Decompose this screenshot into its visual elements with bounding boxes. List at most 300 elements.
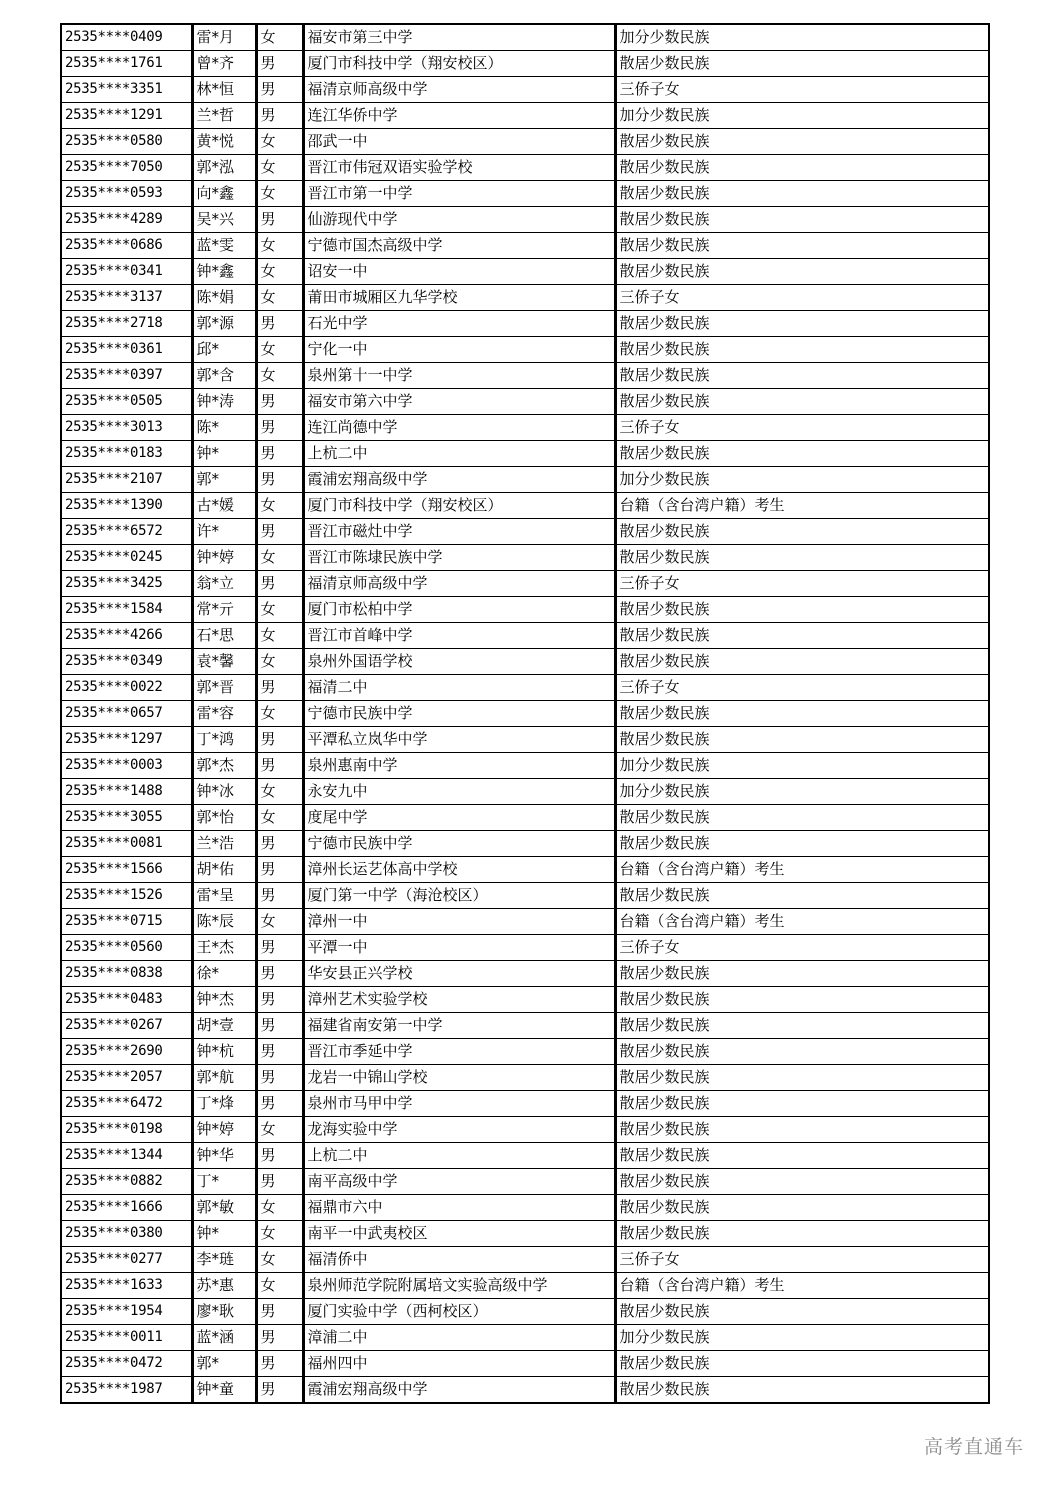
student-name-cell: 陈*娟 <box>192 285 256 311</box>
category-cell: 散居少数民族 <box>615 389 989 415</box>
category-cell: 加分少数民族 <box>615 467 989 493</box>
school-cell: 宁德市民族中学 <box>303 831 615 857</box>
candidate-id-cell: 2535****1526 <box>61 883 192 909</box>
table-row <box>61 363 989 389</box>
gender-cell: 男 <box>256 467 303 493</box>
school-cell: 邵武一中 <box>303 129 615 155</box>
gender-cell: 男 <box>256 1299 303 1325</box>
roster-table <box>60 23 990 1404</box>
table-row <box>61 181 989 207</box>
table-row <box>61 1247 989 1273</box>
student-name-cell: 胡*佑 <box>192 857 256 883</box>
table-row <box>61 831 989 857</box>
candidate-id-cell: 2535****0472 <box>61 1351 192 1377</box>
school-cell: 连江华侨中学 <box>303 103 615 129</box>
student-name-cell: 钟*杭 <box>192 1039 256 1065</box>
table-row <box>61 129 989 155</box>
gender-cell: 男 <box>256 1065 303 1091</box>
table-row <box>61 207 989 233</box>
candidate-id-cell: 2535****1761 <box>61 51 192 77</box>
category-cell: 三侨子女 <box>615 285 989 311</box>
candidate-id-cell: 2535****0361 <box>61 337 192 363</box>
table-row <box>61 1117 989 1143</box>
student-name-cell: 郭*杰 <box>192 753 256 779</box>
gender-cell: 女 <box>256 545 303 571</box>
gender-cell: 女 <box>256 1273 303 1299</box>
category-cell: 散居少数民族 <box>615 1013 989 1039</box>
candidate-id-cell: 2535****3013 <box>61 415 192 441</box>
candidate-id-cell: 2535****0183 <box>61 441 192 467</box>
gender-cell: 男 <box>256 987 303 1013</box>
student-name-cell: 郭*泓 <box>192 155 256 181</box>
gender-cell: 女 <box>256 493 303 519</box>
student-name-cell: 陈*辰 <box>192 909 256 935</box>
school-cell: 福清侨中 <box>303 1247 615 1273</box>
category-cell: 散居少数民族 <box>615 987 989 1013</box>
category-cell: 加分少数民族 <box>615 753 989 779</box>
table-row <box>61 441 989 467</box>
candidate-id-cell: 2535****4289 <box>61 207 192 233</box>
candidate-id-cell: 2535****1291 <box>61 103 192 129</box>
table-row <box>61 1039 989 1065</box>
candidate-id-cell: 2535****1987 <box>61 1377 192 1404</box>
school-cell: 霞浦宏翔高级中学 <box>303 467 615 493</box>
student-name-cell: 许* <box>192 519 256 545</box>
candidate-id-cell: 2535****0560 <box>61 935 192 961</box>
table-row <box>61 1221 989 1247</box>
candidate-id-cell: 2535****4266 <box>61 623 192 649</box>
category-cell: 散居少数民族 <box>615 1143 989 1169</box>
gender-cell: 男 <box>256 207 303 233</box>
gender-cell: 男 <box>256 935 303 961</box>
candidate-id-cell: 2535****0397 <box>61 363 192 389</box>
category-cell: 散居少数民族 <box>615 363 989 389</box>
category-cell: 散居少数民族 <box>615 649 989 675</box>
gender-cell: 男 <box>256 831 303 857</box>
gender-cell: 男 <box>256 857 303 883</box>
school-cell: 诏安一中 <box>303 259 615 285</box>
school-cell: 漳州长运艺体高中学校 <box>303 857 615 883</box>
roster-sheet <box>60 23 988 1404</box>
table-row <box>61 623 989 649</box>
category-cell: 散居少数民族 <box>615 545 989 571</box>
category-cell: 散居少数民族 <box>615 1299 989 1325</box>
school-cell: 厦门第一中学（海沧校区） <box>303 883 615 909</box>
student-name-cell: 钟*涛 <box>192 389 256 415</box>
gender-cell: 男 <box>256 103 303 129</box>
table-row <box>61 987 989 1013</box>
gender-cell: 女 <box>256 285 303 311</box>
school-cell: 晋江市陈埭民族中学 <box>303 545 615 571</box>
school-cell: 南平一中武夷校区 <box>303 1221 615 1247</box>
table-row <box>61 1013 989 1039</box>
gender-cell: 男 <box>256 1013 303 1039</box>
student-name-cell: 郭*敏 <box>192 1195 256 1221</box>
table-row <box>61 233 989 259</box>
category-cell: 散居少数民族 <box>615 207 989 233</box>
category-cell: 散居少数民族 <box>615 1377 989 1404</box>
student-name-cell: 郭* <box>192 1351 256 1377</box>
gender-cell: 男 <box>256 1351 303 1377</box>
student-name-cell: 袁*馨 <box>192 649 256 675</box>
category-cell: 三侨子女 <box>615 571 989 597</box>
school-cell: 晋江市首峰中学 <box>303 623 615 649</box>
school-cell: 福清京师高级中学 <box>303 571 615 597</box>
table-row <box>61 805 989 831</box>
student-name-cell: 邱* <box>192 337 256 363</box>
school-cell: 宁德市国杰高级中学 <box>303 233 615 259</box>
gender-cell: 女 <box>256 1247 303 1273</box>
table-row <box>61 545 989 571</box>
student-name-cell: 常*亓 <box>192 597 256 623</box>
student-name-cell: 廖*耿 <box>192 1299 256 1325</box>
school-cell: 泉州外国语学校 <box>303 649 615 675</box>
school-cell: 晋江市磁灶中学 <box>303 519 615 545</box>
candidate-id-cell: 2535****3351 <box>61 77 192 103</box>
candidate-id-cell: 2535****0483 <box>61 987 192 1013</box>
school-cell: 宁德市民族中学 <box>303 701 615 727</box>
school-cell: 宁化一中 <box>303 337 615 363</box>
gender-cell: 女 <box>256 363 303 389</box>
gender-cell: 男 <box>256 415 303 441</box>
table-row <box>61 1273 989 1299</box>
category-cell: 散居少数民族 <box>615 337 989 363</box>
school-cell: 连江尚德中学 <box>303 415 615 441</box>
student-name-cell: 林*恒 <box>192 77 256 103</box>
category-cell: 散居少数民族 <box>615 233 989 259</box>
student-name-cell: 雷*月 <box>192 24 256 51</box>
category-cell: 散居少数民族 <box>615 961 989 987</box>
table-row <box>61 519 989 545</box>
table-row <box>61 1143 989 1169</box>
table-row <box>61 311 989 337</box>
candidate-id-cell: 2535****0341 <box>61 259 192 285</box>
candidate-id-cell: 2535****2057 <box>61 1065 192 1091</box>
school-cell: 上杭二中 <box>303 441 615 467</box>
student-name-cell: 钟*华 <box>192 1143 256 1169</box>
school-cell: 晋江市第一中学 <box>303 181 615 207</box>
watermark-text: 高考直通车 <box>923 1436 1024 1458</box>
gender-cell: 男 <box>256 1377 303 1404</box>
school-cell: 泉州惠南中学 <box>303 753 615 779</box>
candidate-id-cell: 2535****6572 <box>61 519 192 545</box>
gender-cell: 女 <box>256 597 303 623</box>
candidate-id-cell: 2535****0505 <box>61 389 192 415</box>
school-cell: 华安县正兴学校 <box>303 961 615 987</box>
gender-cell: 女 <box>256 909 303 935</box>
category-cell: 散居少数民族 <box>615 727 989 753</box>
candidate-id-cell: 2535****0267 <box>61 1013 192 1039</box>
table-row <box>61 77 989 103</box>
gender-cell: 女 <box>256 1195 303 1221</box>
gender-cell: 男 <box>256 727 303 753</box>
school-cell: 晋江市伟冠双语实验学校 <box>303 155 615 181</box>
school-cell: 平潭一中 <box>303 935 615 961</box>
school-cell: 福清二中 <box>303 675 615 701</box>
candidate-id-cell: 2535****0003 <box>61 753 192 779</box>
category-cell: 散居少数民族 <box>615 623 989 649</box>
candidate-id-cell: 2535****0715 <box>61 909 192 935</box>
category-cell: 三侨子女 <box>615 77 989 103</box>
table-row <box>61 259 989 285</box>
gender-cell: 男 <box>256 389 303 415</box>
student-name-cell: 郭* <box>192 467 256 493</box>
candidate-id-cell: 2535****0882 <box>61 1169 192 1195</box>
candidate-id-cell: 2535****2107 <box>61 467 192 493</box>
gender-cell: 男 <box>256 571 303 597</box>
candidate-id-cell: 2535****0349 <box>61 649 192 675</box>
candidate-id-cell: 2535****0580 <box>61 129 192 155</box>
gender-cell: 女 <box>256 24 303 51</box>
candidate-id-cell: 2535****0686 <box>61 233 192 259</box>
category-cell: 散居少数民族 <box>615 155 989 181</box>
school-cell: 平潭私立岚华中学 <box>303 727 615 753</box>
table-row <box>61 1325 989 1351</box>
student-name-cell: 钟*童 <box>192 1377 256 1404</box>
category-cell: 散居少数民族 <box>615 701 989 727</box>
school-cell: 福清京师高级中学 <box>303 77 615 103</box>
category-cell: 散居少数民族 <box>615 129 989 155</box>
category-cell: 散居少数民族 <box>615 831 989 857</box>
category-cell: 散居少数民族 <box>615 1169 989 1195</box>
category-cell: 加分少数民族 <box>615 779 989 805</box>
table-row <box>61 285 989 311</box>
gender-cell: 女 <box>256 129 303 155</box>
school-cell: 漳州一中 <box>303 909 615 935</box>
school-cell: 莆田市城厢区九华学校 <box>303 285 615 311</box>
table-row <box>61 883 989 909</box>
category-cell: 散居少数民族 <box>615 1065 989 1091</box>
gender-cell: 女 <box>256 259 303 285</box>
category-cell: 三侨子女 <box>615 1247 989 1273</box>
table-row <box>61 493 989 519</box>
candidate-id-cell: 2535****1297 <box>61 727 192 753</box>
candidate-id-cell: 2535****6472 <box>61 1091 192 1117</box>
table-row <box>61 389 989 415</box>
category-cell: 散居少数民族 <box>615 1117 989 1143</box>
gender-cell: 男 <box>256 1039 303 1065</box>
student-name-cell: 郭*晋 <box>192 675 256 701</box>
student-name-cell: 李*琏 <box>192 1247 256 1273</box>
gender-cell: 男 <box>256 1091 303 1117</box>
candidate-id-cell: 2535****0277 <box>61 1247 192 1273</box>
table-row <box>61 1377 989 1404</box>
student-name-cell: 曾*齐 <box>192 51 256 77</box>
gender-cell: 女 <box>256 779 303 805</box>
student-name-cell: 丁*鸿 <box>192 727 256 753</box>
school-cell: 石光中学 <box>303 311 615 337</box>
candidate-id-cell: 2535****1954 <box>61 1299 192 1325</box>
category-cell: 散居少数民族 <box>615 597 989 623</box>
category-cell: 散居少数民族 <box>615 1221 989 1247</box>
gender-cell: 女 <box>256 337 303 363</box>
gender-cell: 女 <box>256 1221 303 1247</box>
table-row <box>61 1091 989 1117</box>
candidate-id-cell: 2535****3137 <box>61 285 192 311</box>
student-name-cell: 钟*婷 <box>192 1117 256 1143</box>
student-name-cell: 胡*壹 <box>192 1013 256 1039</box>
school-cell: 福建省南安第一中学 <box>303 1013 615 1039</box>
candidate-id-cell: 2535****1390 <box>61 493 192 519</box>
category-cell: 加分少数民族 <box>615 1325 989 1351</box>
school-cell: 福安市第六中学 <box>303 389 615 415</box>
table-row <box>61 1169 989 1195</box>
student-name-cell: 向*鑫 <box>192 181 256 207</box>
table-row <box>61 909 989 935</box>
school-cell: 福安市第三中学 <box>303 24 615 51</box>
student-name-cell: 兰*哲 <box>192 103 256 129</box>
candidate-id-cell: 2535****0198 <box>61 1117 192 1143</box>
student-name-cell: 吴*兴 <box>192 207 256 233</box>
table-row <box>61 753 989 779</box>
gender-cell: 女 <box>256 701 303 727</box>
school-cell: 厦门市科技中学（翔安校区） <box>303 51 615 77</box>
category-cell: 散居少数民族 <box>615 311 989 337</box>
student-name-cell: 雷*呈 <box>192 883 256 909</box>
gender-cell: 男 <box>256 1325 303 1351</box>
category-cell: 三侨子女 <box>615 935 989 961</box>
candidate-id-cell: 2535****0593 <box>61 181 192 207</box>
school-cell: 福州四中 <box>303 1351 615 1377</box>
school-cell: 厦门实验中学（西柯校区） <box>303 1299 615 1325</box>
student-name-cell: 蓝*涵 <box>192 1325 256 1351</box>
school-cell: 霞浦宏翔高级中学 <box>303 1377 615 1404</box>
gender-cell: 女 <box>256 233 303 259</box>
gender-cell: 男 <box>256 675 303 701</box>
student-name-cell: 古*媛 <box>192 493 256 519</box>
table-row <box>61 961 989 987</box>
student-name-cell: 钟*冰 <box>192 779 256 805</box>
table-row <box>61 701 989 727</box>
candidate-id-cell: 2535****0245 <box>61 545 192 571</box>
student-name-cell: 郭*航 <box>192 1065 256 1091</box>
candidate-id-cell: 2535****1633 <box>61 1273 192 1299</box>
category-cell: 散居少数民族 <box>615 1351 989 1377</box>
student-name-cell: 王*杰 <box>192 935 256 961</box>
student-name-cell: 丁* <box>192 1169 256 1195</box>
category-cell: 台籍（含台湾户籍）考生 <box>615 909 989 935</box>
school-cell: 厦门市松柏中学 <box>303 597 615 623</box>
category-cell: 散居少数民族 <box>615 1091 989 1117</box>
candidate-id-cell: 2535****0838 <box>61 961 192 987</box>
candidate-id-cell: 2535****0409 <box>61 24 192 51</box>
table-row <box>61 1299 989 1325</box>
gender-cell: 男 <box>256 883 303 909</box>
student-name-cell: 蓝*雯 <box>192 233 256 259</box>
table-row <box>61 1351 989 1377</box>
school-cell: 泉州第十一中学 <box>303 363 615 389</box>
school-cell: 漳州艺术实验学校 <box>303 987 615 1013</box>
category-cell: 加分少数民族 <box>615 103 989 129</box>
table-row <box>61 467 989 493</box>
gender-cell: 男 <box>256 77 303 103</box>
gender-cell: 女 <box>256 805 303 831</box>
school-cell: 龙海实验中学 <box>303 1117 615 1143</box>
student-name-cell: 钟*婷 <box>192 545 256 571</box>
gender-cell: 女 <box>256 623 303 649</box>
table-row <box>61 1195 989 1221</box>
table-row <box>61 779 989 805</box>
table-row <box>61 727 989 753</box>
candidate-id-cell: 2535****1584 <box>61 597 192 623</box>
student-name-cell: 郭*源 <box>192 311 256 337</box>
candidate-id-cell: 2535****1666 <box>61 1195 192 1221</box>
school-cell: 南平高级中学 <box>303 1169 615 1195</box>
category-cell: 散居少数民族 <box>615 51 989 77</box>
candidate-id-cell: 2535****1566 <box>61 857 192 883</box>
school-cell: 度尾中学 <box>303 805 615 831</box>
candidate-id-cell: 2535****0011 <box>61 1325 192 1351</box>
category-cell: 三侨子女 <box>615 415 989 441</box>
category-cell: 散居少数民族 <box>615 259 989 285</box>
school-cell: 福鼎市六中 <box>303 1195 615 1221</box>
candidate-id-cell: 2535****1488 <box>61 779 192 805</box>
category-cell: 散居少数民族 <box>615 1195 989 1221</box>
category-cell: 加分少数民族 <box>615 24 989 51</box>
category-cell: 散居少数民族 <box>615 883 989 909</box>
student-name-cell: 兰*浩 <box>192 831 256 857</box>
school-cell: 永安九中 <box>303 779 615 805</box>
table-row <box>61 571 989 597</box>
school-cell: 龙岩一中锦山学校 <box>303 1065 615 1091</box>
category-cell: 台籍（含台湾户籍）考生 <box>615 493 989 519</box>
school-cell: 泉州师范学院附属培文实验高级中学 <box>303 1273 615 1299</box>
candidate-id-cell: 2535****0380 <box>61 1221 192 1247</box>
student-name-cell: 郭*怡 <box>192 805 256 831</box>
table-row <box>61 103 989 129</box>
candidate-id-cell: 2535****2718 <box>61 311 192 337</box>
student-name-cell: 黄*悦 <box>192 129 256 155</box>
category-cell: 散居少数民族 <box>615 181 989 207</box>
candidate-id-cell: 2535****1344 <box>61 1143 192 1169</box>
student-name-cell: 陈* <box>192 415 256 441</box>
gender-cell: 男 <box>256 1143 303 1169</box>
candidate-id-cell: 2535****0081 <box>61 831 192 857</box>
table-row <box>61 415 989 441</box>
gender-cell: 男 <box>256 51 303 77</box>
category-cell: 台籍（含台湾户籍）考生 <box>615 857 989 883</box>
student-name-cell: 雷*容 <box>192 701 256 727</box>
candidate-id-cell: 2535****2690 <box>61 1039 192 1065</box>
table-row <box>61 857 989 883</box>
student-name-cell: 钟*杰 <box>192 987 256 1013</box>
table-row <box>61 51 989 77</box>
school-cell: 晋江市季延中学 <box>303 1039 615 1065</box>
roster-table-body <box>61 24 989 1403</box>
gender-cell: 女 <box>256 155 303 181</box>
table-row <box>61 1065 989 1091</box>
school-cell: 漳浦二中 <box>303 1325 615 1351</box>
gender-cell: 男 <box>256 1169 303 1195</box>
table-row <box>61 155 989 181</box>
gender-cell: 男 <box>256 441 303 467</box>
category-cell: 三侨子女 <box>615 675 989 701</box>
student-name-cell: 徐* <box>192 961 256 987</box>
category-cell: 散居少数民族 <box>615 519 989 545</box>
student-name-cell: 苏*惠 <box>192 1273 256 1299</box>
student-name-cell: 郭*含 <box>192 363 256 389</box>
table-row <box>61 675 989 701</box>
gender-cell: 女 <box>256 181 303 207</box>
student-name-cell: 钟* <box>192 1221 256 1247</box>
school-cell: 泉州市马甲中学 <box>303 1091 615 1117</box>
category-cell: 散居少数民族 <box>615 441 989 467</box>
candidate-id-cell: 2535****3425 <box>61 571 192 597</box>
gender-cell: 男 <box>256 753 303 779</box>
gender-cell: 女 <box>256 1117 303 1143</box>
candidate-id-cell: 2535****7050 <box>61 155 192 181</box>
school-cell: 仙游现代中学 <box>303 207 615 233</box>
